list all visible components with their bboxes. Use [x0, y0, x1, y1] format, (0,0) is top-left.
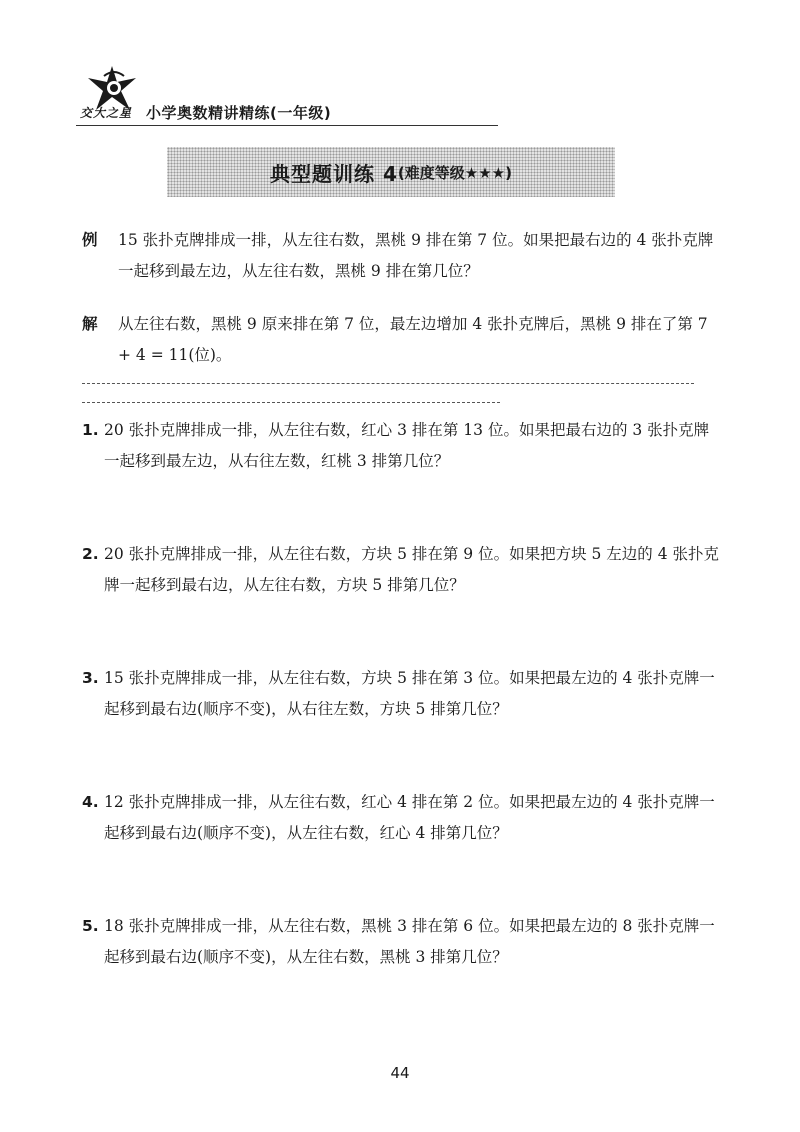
problem-text: 15 张扑克牌排成一排，从左往右数，方块 5 排在第 3 位。如果把最左边的 4 张扑克牌一起移到最右边(顺序不变)，从右往左数，方块 5 排第几位？: [104, 669, 715, 718]
problem-text: 12 张扑克牌排成一排，从左往右数，红心 4 排在第 2 位。如果把最左边的 4 张扑克牌一起移到最右边(顺序不变)，从左往右数，红心 4 排第几位？: [104, 793, 715, 842]
book-title: 小学奥数精讲精练(一年级): [146, 104, 332, 122]
dashed-separator-2: [82, 402, 500, 403]
problem-number: 5.: [82, 917, 99, 935]
problem-number: 4.: [82, 793, 99, 811]
page-content: [82, 225, 722, 973]
difficulty-level: (难度等级★★★): [397, 163, 512, 182]
problem-number: 1.: [82, 421, 99, 439]
page-number: 44: [390, 1064, 410, 1082]
header-divider: [76, 125, 498, 126]
problem-item: [82, 663, 722, 725]
problem-text: 20 张扑克牌排成一排，从左往右数，方块 5 排在第 9 位。如果把方块 5 左边的 4 张扑克牌一起移到最右边，从左往右数，方块 5 排第几位？: [104, 545, 720, 594]
example-label: 例: [82, 231, 98, 249]
problem-text: 18 张扑克牌排成一排，从左往右数，黑桃 3 排在第 6 位。如果把最左边的 8 张扑克牌一起移到最右边(顺序不变)，从左往右数，黑桃 3 排第几位？: [104, 917, 715, 966]
problem-item: [82, 539, 722, 601]
section-title: 典型题训练 4: [270, 161, 398, 186]
problem-text: 20 张扑克牌排成一排，从左往右数，红心 3 排在第 13 位。如果把最右边的 3 张扑克牌一起移到最左边，从右往左数，红桃 3 排第几位？: [104, 421, 710, 470]
dashed-separator-1: [82, 383, 694, 384]
problem-number: 3.: [82, 669, 99, 687]
solution-label: 解: [82, 315, 98, 333]
problem-item: [82, 911, 722, 973]
problem-number: 2.: [82, 545, 99, 563]
solution-block: [82, 309, 722, 371]
example-block: [82, 225, 722, 287]
logo-text: 交大之星: [80, 106, 133, 120]
problem-item: [82, 415, 722, 477]
problem-item: [82, 787, 722, 849]
example-text: 15 张扑克牌排成一排，从左往右数，黑桃 9 排在第 7 位。如果把最右边的 4 张扑克牌一起移到最左边，从左往右数，黑桃 9 排在第几位？: [118, 231, 714, 280]
solution-text: 从左往右数，黑桃 9 原来排在第 7 位，最左边增加 4 张扑克牌后，黑桃 9 排在了第 7 + 4 = 11(位)。: [118, 315, 708, 364]
section-banner: [167, 147, 615, 197]
page-header: [76, 64, 496, 124]
